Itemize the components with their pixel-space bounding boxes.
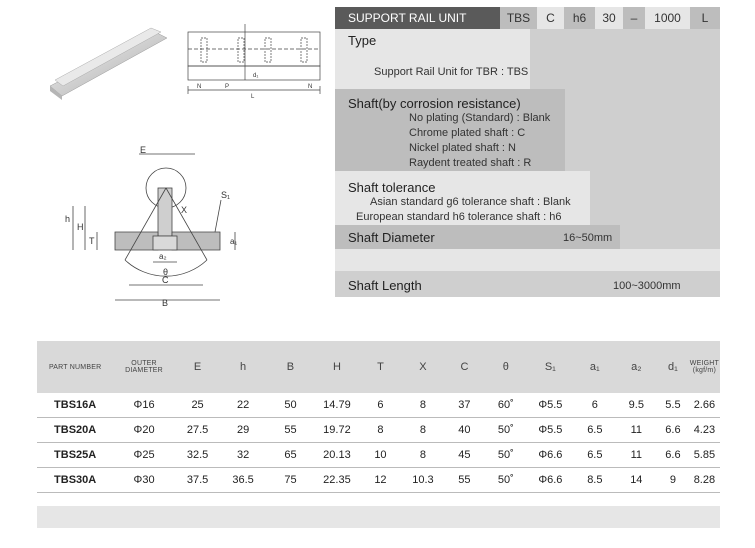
table-cell: 8 bbox=[402, 443, 444, 468]
code-part-tolerance: h6 bbox=[564, 7, 595, 29]
table-cell: 25 bbox=[175, 393, 221, 418]
table-cell: 27.5 bbox=[175, 418, 221, 443]
table-cell: Φ30 bbox=[113, 468, 175, 493]
header-H: H bbox=[315, 341, 359, 393]
shaft-line-2: Chrome plated shaft : C bbox=[409, 127, 526, 139]
shaft-line-4: Raydent treated shaft : R bbox=[409, 157, 532, 169]
table-cell: 29 bbox=[220, 418, 266, 443]
table-cell: 60˚ bbox=[485, 393, 526, 418]
table-row bbox=[37, 468, 720, 493]
table-row bbox=[37, 443, 720, 468]
table-cell: 50 bbox=[266, 393, 315, 418]
header-weight bbox=[689, 341, 720, 393]
code-bar-label: SUPPORT RAIL UNIT bbox=[335, 7, 500, 29]
table-cell: 9.5 bbox=[616, 393, 657, 418]
label-B: B bbox=[162, 298, 169, 308]
header-outer-diameter: OUTER DIAMETER bbox=[113, 341, 175, 393]
table-cell: Φ5.5 bbox=[527, 418, 575, 443]
table-cell: 55 bbox=[266, 418, 315, 443]
table-cell: 6.5 bbox=[574, 443, 615, 468]
table-cell: 75 bbox=[266, 468, 315, 493]
side-view-drawing bbox=[183, 20, 328, 100]
diameter-range: 16~50mm bbox=[563, 232, 613, 244]
table-cell: 6.5 bbox=[574, 418, 615, 443]
label-L: L bbox=[251, 94, 255, 100]
step-bg-3 bbox=[590, 171, 720, 225]
spacer-panel-bg bbox=[335, 249, 720, 271]
table-cell: 37.5 bbox=[175, 468, 221, 493]
table-row bbox=[37, 418, 720, 443]
code-part-series: TBS bbox=[500, 7, 537, 29]
table-cell: 5.85 bbox=[689, 443, 720, 468]
diameter-title: Shaft Diameter bbox=[348, 230, 435, 245]
table-cell: 50˚ bbox=[485, 443, 526, 468]
cross-section-drawing bbox=[45, 140, 295, 315]
table-footer-bar bbox=[37, 506, 720, 528]
shaft-line-3: Nickel plated shaft : N bbox=[409, 142, 516, 154]
label-d1: d₁ bbox=[253, 73, 259, 79]
tolerance-line-1: Asian standard g6 tolerance shaft : Blank bbox=[370, 196, 571, 208]
length-range: 100~3000mm bbox=[613, 280, 681, 292]
header-E: E bbox=[175, 341, 221, 393]
table-cell: 2.66 bbox=[689, 393, 720, 418]
table-row bbox=[37, 393, 720, 418]
table-cell: 55 bbox=[444, 468, 485, 493]
header-B: B bbox=[266, 341, 315, 393]
table-cell: 10 bbox=[359, 443, 402, 468]
table-cell: Φ25 bbox=[113, 443, 175, 468]
table-cell: 8 bbox=[359, 418, 402, 443]
label-h: h bbox=[65, 214, 71, 224]
code-bar bbox=[335, 7, 720, 29]
table-cell: 6.6 bbox=[657, 418, 689, 443]
table-cell: Φ6.6 bbox=[527, 468, 575, 493]
code-part-dash: – bbox=[623, 7, 645, 29]
table-cell: 8.5 bbox=[574, 468, 615, 493]
label-S1: S₁ bbox=[221, 190, 231, 200]
table-cell: 65 bbox=[266, 443, 315, 468]
type-text: Support Rail Unit for TBR : TBS bbox=[374, 66, 529, 78]
header-h: h bbox=[220, 341, 266, 393]
table-cell: TBS30A bbox=[37, 468, 113, 493]
label-C: C bbox=[162, 275, 169, 285]
type-title: Type bbox=[348, 33, 377, 48]
table-cell: 32 bbox=[220, 443, 266, 468]
step-bg-4 bbox=[620, 225, 720, 249]
table-cell: 8 bbox=[402, 393, 444, 418]
header-a2: a₂ bbox=[616, 341, 657, 393]
label-N: N bbox=[197, 84, 202, 90]
table-cell: 22 bbox=[220, 393, 266, 418]
table-cell: 14.79 bbox=[315, 393, 359, 418]
header-part-number: PART NUMBER bbox=[37, 341, 113, 393]
header-X: X bbox=[402, 341, 444, 393]
label-T: T bbox=[89, 236, 95, 246]
header-weight-label: WEIGHT bbox=[689, 360, 719, 367]
table-cell: 12 bbox=[359, 468, 402, 493]
table-cell: 40 bbox=[444, 418, 485, 443]
label-H: H bbox=[77, 222, 84, 232]
table-cell: 20.13 bbox=[315, 443, 359, 468]
label-N-right: N bbox=[308, 84, 313, 90]
shaft-line-1: No plating (Standard) : Blank bbox=[409, 112, 551, 124]
table-cell: 11 bbox=[616, 443, 657, 468]
label-a1: a₁ bbox=[230, 237, 238, 246]
tolerance-line-2: European standard h6 tolerance shaft : h6 bbox=[356, 211, 562, 223]
table-cell: 6 bbox=[574, 393, 615, 418]
table-cell: 36.5 bbox=[220, 468, 266, 493]
table-cell: TBS20A bbox=[37, 418, 113, 443]
label-P: P bbox=[225, 84, 230, 90]
table-cell: Φ16 bbox=[113, 393, 175, 418]
header-T: T bbox=[359, 341, 402, 393]
code-part-suffix: L bbox=[690, 7, 720, 29]
table-cell: 4.23 bbox=[689, 418, 720, 443]
table-cell: 9 bbox=[657, 468, 689, 493]
header-d1: d₁ bbox=[657, 341, 689, 393]
table-cell: 22.35 bbox=[315, 468, 359, 493]
label-a2: a₂ bbox=[159, 252, 167, 261]
table-cell: TBS16A bbox=[37, 393, 113, 418]
table-cell: 6.6 bbox=[657, 443, 689, 468]
table-cell: 10.3 bbox=[402, 468, 444, 493]
header-theta: θ bbox=[485, 341, 526, 393]
table-cell: 37 bbox=[444, 393, 485, 418]
code-part-diameter: 30 bbox=[595, 7, 623, 29]
table-cell: 32.5 bbox=[175, 443, 221, 468]
table-cell: 11 bbox=[616, 418, 657, 443]
table-cell: 45 bbox=[444, 443, 485, 468]
table-cell: 50˚ bbox=[485, 418, 526, 443]
table-cell: 5.5 bbox=[657, 393, 689, 418]
rail-3d-image bbox=[45, 20, 170, 100]
table-cell: 8 bbox=[402, 418, 444, 443]
code-part-plating: C bbox=[537, 7, 564, 29]
table-cell: 8.28 bbox=[689, 468, 720, 493]
label-E: E bbox=[140, 145, 147, 155]
table-cell: Φ20 bbox=[113, 418, 175, 443]
header-S1: S₁ bbox=[527, 341, 575, 393]
table-cell: 19.72 bbox=[315, 418, 359, 443]
code-part-length: 1000 bbox=[645, 7, 690, 29]
table-header-row bbox=[37, 341, 720, 393]
shaft-title: Shaft(by corrosion resistance) bbox=[348, 96, 521, 111]
header-weight-unit: (kgf/m) bbox=[692, 367, 716, 374]
table-cell: 14 bbox=[616, 468, 657, 493]
step-bg-1 bbox=[530, 29, 720, 89]
table-cell: Φ6.6 bbox=[527, 443, 575, 468]
length-title: Shaft Length bbox=[348, 278, 422, 293]
table-cell: Φ5.5 bbox=[527, 393, 575, 418]
step-bg-2 bbox=[565, 89, 720, 171]
header-C: C bbox=[444, 341, 485, 393]
table-cell: TBS25A bbox=[37, 443, 113, 468]
table-cell: 6 bbox=[359, 393, 402, 418]
label-X: X bbox=[181, 205, 188, 215]
spec-table bbox=[37, 341, 720, 493]
tolerance-title: Shaft tolerance bbox=[348, 180, 436, 195]
label-theta: θ bbox=[163, 267, 169, 277]
table-cell: 50˚ bbox=[485, 468, 526, 493]
header-a1: a₁ bbox=[574, 341, 615, 393]
